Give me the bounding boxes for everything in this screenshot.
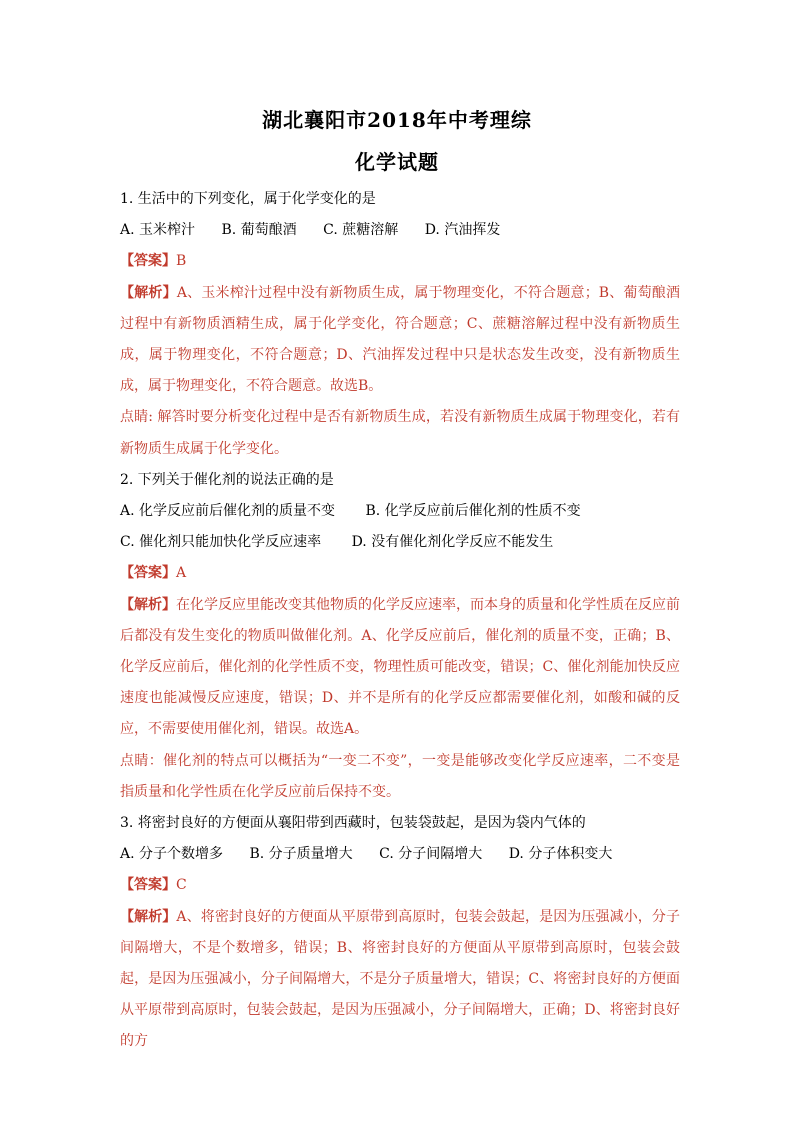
answer-label: 【答案】 bbox=[120, 877, 176, 894]
question-3-options bbox=[120, 839, 680, 870]
question-1-answer bbox=[120, 246, 680, 277]
question-3-option-d: D. 分子体积变大 bbox=[508, 846, 613, 863]
question-3-stem: 3. 将密封良好的方便面从襄阳带到西藏时，包装袋鼓起，是因为袋内气体的 bbox=[120, 815, 586, 832]
question-3-answer bbox=[120, 870, 680, 901]
answer-value: C bbox=[176, 877, 187, 894]
analysis-text: A、将密封良好的方便面从平原带到高原时，包装会鼓起，是因为压强减小，分子间隔增大，不是个数增多，错误；B、将密封良好的方便面从平原带到高原时，包装会鼓起，是因为压强减小，分子间隔增大，不是分子质量增大，错误；C、将密封良好的方便面从平原带到高原时，包装会鼓起，是因为压强减小，分子间隔增大，正确；D、将密封良好的方 bbox=[120, 908, 681, 1050]
answer-label: 【答案】 bbox=[120, 253, 176, 270]
question-2-options-row-1 bbox=[120, 496, 680, 527]
question-2-answer bbox=[120, 558, 680, 589]
question-1-stem: 1. 生活中的下列变化，属于化学变化的是 bbox=[120, 191, 376, 207]
answer-label: 【答案】 bbox=[120, 565, 176, 582]
question-3-analysis bbox=[120, 902, 680, 1058]
analysis-text: 在化学反应里能改变其他物质的化学反应速率，而本身的质量和化学性质在反应前后都没有发生变化的物质叫做催化剂。A、化学反应前后，催化剂的质量不变，正确；B、化学反应前后，催化剂的化学性质不变，物理性质可能改变，错误；C、催化剂能加快反应速度也能减慢反应速度，错误；D、并不是所有的化学反应都需要催化剂，如酸和碱的反应，不需要使用催化剂，错误。故选A。 bbox=[120, 596, 680, 738]
question-2-options-row-2 bbox=[120, 527, 680, 558]
question-1-tip: 点睛: 解答时要分析变化过程中是否有新物质生成，若没有新物质生成属于物理变化，若有新物质生成属于化学变化。 bbox=[120, 409, 680, 457]
question-2-option-c: C. 催化剂只能加快化学反应速率 bbox=[120, 534, 322, 551]
answer-value: B bbox=[176, 253, 187, 270]
analysis-text: A、玉米榨汁过程中没有新物质生成，属于物理变化，不符合题意；B、葡萄酿酒过程中有新物质酒精生成，属于化学变化，符合题意；C、蔗糖溶解过程中没有新物质生成，属于物理变化，不符合题意；D、汽油挥发过程中只是状态发生改变，没有新物质生成，属于物理变化，不符合题意。故选B。 bbox=[120, 284, 681, 395]
question-1-option-b: B. 葡萄酿酒 bbox=[221, 222, 297, 239]
document-title: 湖北襄阳市2018年中考理综 bbox=[262, 108, 532, 132]
question-2-option-b: B. 化学反应前后催化剂的性质不变 bbox=[365, 503, 581, 520]
question-2-analysis bbox=[120, 590, 680, 746]
question-1-option-c: C. 蔗糖溶解 bbox=[323, 222, 399, 239]
question-1-analysis bbox=[120, 278, 680, 403]
question-1-options bbox=[120, 215, 680, 246]
question-1-option-a: A. 玉米榨汁 bbox=[120, 222, 196, 239]
question-2-option-d: D. 没有催化剂化学反应不能发生 bbox=[351, 534, 554, 551]
question-2-option-a: A. 化学反应前后催化剂的质量不变 bbox=[120, 503, 336, 520]
question-3-option-c: C. 分子间隔增大 bbox=[379, 846, 483, 863]
question-3-option-b: B. 分子质量增大 bbox=[249, 846, 353, 863]
document-subtitle: 化学试题 bbox=[355, 150, 439, 174]
question-3-option-a: A. 分子个数增多 bbox=[120, 846, 224, 863]
question-2-tip: 点睛：催化剂的特点可以概括为“一变二不变”，一变是能够改变化学反应速率，二不变是指质量和化学性质在化学反应前后保持不变。 bbox=[120, 752, 680, 800]
analysis-label: 【解析】 bbox=[120, 284, 177, 301]
document-content bbox=[120, 184, 680, 1058]
question-2-stem: 2. 下列关于催化剂的说法正确的是 bbox=[120, 471, 334, 488]
analysis-label: 【解析】 bbox=[120, 908, 177, 925]
answer-value: A bbox=[176, 565, 187, 582]
question-1-option-d: D. 汽油挥发 bbox=[424, 222, 501, 239]
analysis-label: 【解析】 bbox=[120, 596, 176, 613]
